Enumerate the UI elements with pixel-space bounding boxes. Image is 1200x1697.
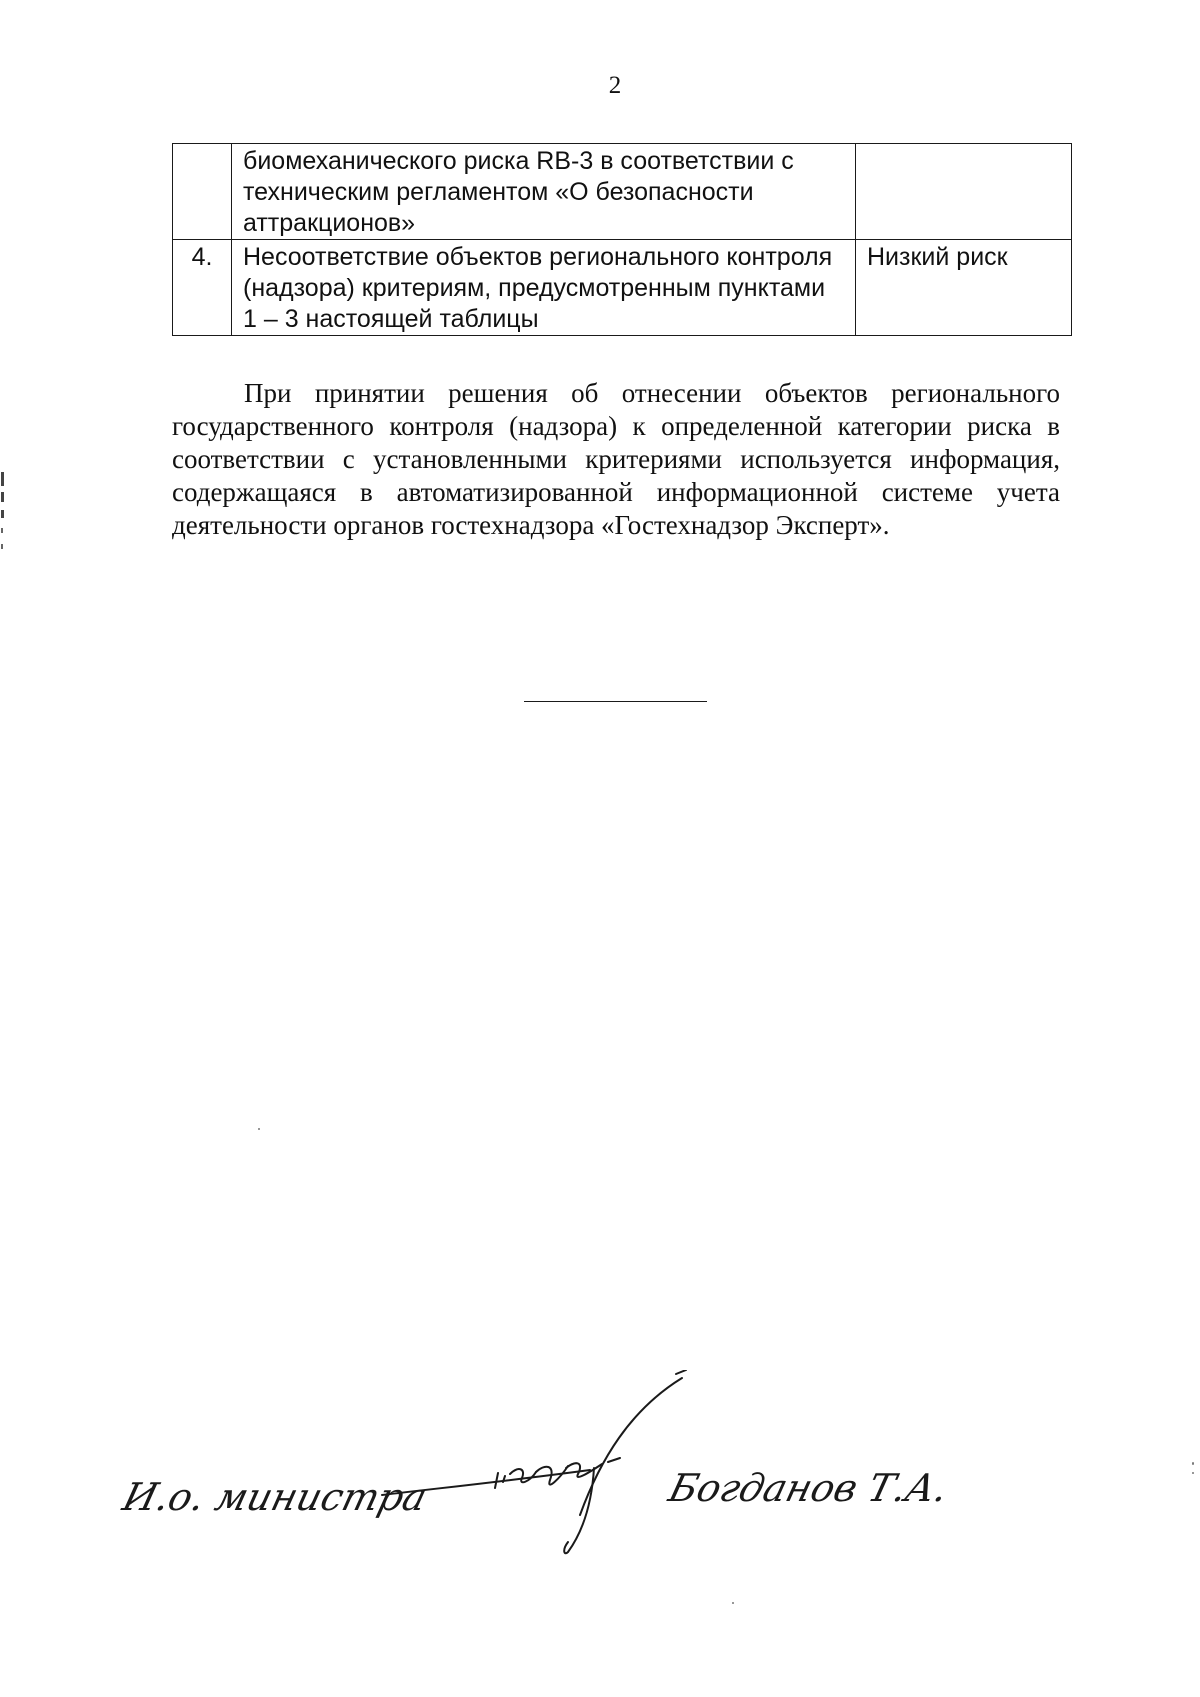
table-row — [173, 144, 1072, 240]
signature-block — [110, 1370, 1030, 1560]
signatory-name: Богданов Т.А. — [664, 1466, 953, 1510]
scan-speck — [258, 1128, 260, 1130]
body-paragraph: При принятии решения об отнесении объектов регионального государственного контроля (надзора) к определенной категории риска в соответствии с установленными критериями используется информация, содержащаяся в автоматизированной информационной системе учета деятельности органов гостехнадзора «Гостехнадзор Эксперт». — [172, 378, 1060, 540]
signatory-position: И.о. министра — [118, 1475, 432, 1519]
scan-margin-mark — [0, 472, 6, 562]
scan-speck — [732, 1602, 734, 1604]
risk-category-cell — [856, 144, 1072, 240]
handwritten-signature — [380, 1370, 710, 1560]
criterion-cell: биомеханического риска RB-3 в соответствии с техническим регламентом «О безопасности аттракционов» — [232, 144, 856, 240]
row-number-cell: 4. — [173, 240, 232, 336]
scan-speck — [1192, 1462, 1194, 1465]
separator-line — [524, 701, 707, 702]
table-row — [173, 240, 1072, 336]
page-number: 2 — [608, 72, 622, 99]
criterion-cell: Несоответствие объектов регионального контроля (надзора) критериям, предусмотренным пунктами 1 – 3 настоящей таблицы — [232, 240, 856, 336]
risk-criteria-table — [172, 143, 1072, 336]
risk-category-cell: Низкий риск — [856, 240, 1072, 336]
row-number-cell — [173, 144, 232, 240]
scan-speck — [1192, 1472, 1194, 1474]
